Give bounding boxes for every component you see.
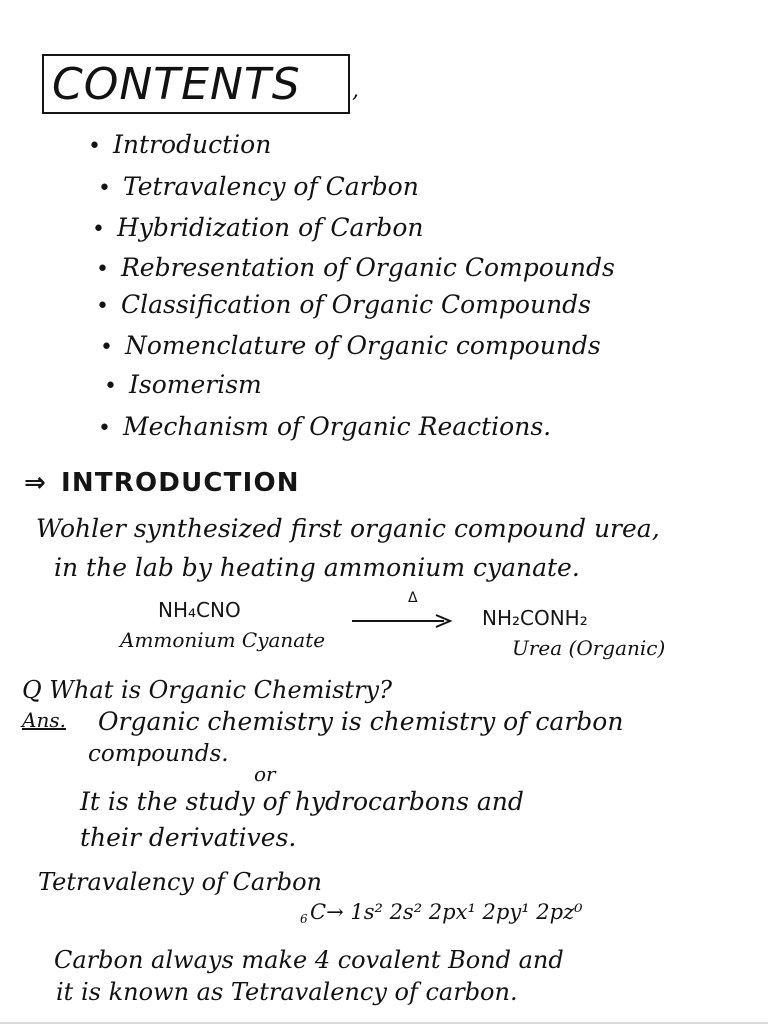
answer-line-1: Organic chemistry is chemistry of carbon: [98, 707, 624, 736]
bullet-icon: •: [98, 176, 111, 201]
title-mark: ,: [352, 78, 359, 103]
answer-line-3: It is the study of hydrocarbons and: [80, 787, 524, 816]
bullet-icon: •: [96, 257, 109, 282]
toc-item-representation: • Rebresentation of Organic Compounds: [96, 253, 615, 285]
arrow-icon: ⇒: [24, 468, 47, 498]
toc-item-mechanism: • Mechanism of Organic Reactions.: [98, 412, 551, 444]
electronic-configuration: C→ 1s² 2s² 2px¹ 2py¹ 2pz⁰: [310, 900, 583, 924]
section-heading-tetravalency: Tetravalency of Carbon: [38, 868, 322, 896]
reactant-formula: NH₄CNO: [158, 598, 241, 622]
toc-item-tetravalency: • Tetravalency of Carbon: [98, 172, 419, 204]
toc-item-isomerism: • Isomerism: [104, 370, 262, 402]
intro-line-2: in the lab by heating ammonium cyanate.: [54, 553, 580, 582]
product-name: Urea (Organic): [512, 636, 666, 660]
bullet-icon: •: [88, 134, 101, 159]
bullet-icon: •: [100, 335, 113, 360]
bullet-icon: •: [92, 217, 105, 242]
product-formula: NH₂CONH₂: [482, 606, 588, 630]
toc-item-hybridization: • Hybridization of Carbon: [92, 213, 423, 245]
section-heading-introduction: ⇒ INTRODUCTION: [24, 468, 300, 498]
tetravalency-line-2: it is known as Tetravalency of carbon.: [56, 978, 518, 1006]
bullet-icon: •: [104, 374, 117, 399]
reactant-name: Ammonium Cyanate: [120, 628, 326, 652]
tetravalency-line-1: Carbon always make 4 covalent Bond and: [54, 946, 564, 974]
bullet-icon: •: [96, 294, 109, 319]
question: Q What is Organic Chemistry?: [22, 676, 392, 704]
toc-item-introduction: • Introduction: [88, 130, 271, 162]
page-title: CONTENTS: [52, 59, 301, 110]
intro-line-1: Wohler synthesized first organic compound urea,: [36, 514, 660, 543]
answer-line-4: their derivatives.: [80, 823, 297, 852]
atomic-number: 6: [300, 912, 308, 926]
or-connector: or: [254, 762, 276, 786]
answer-label: Ans.: [22, 708, 66, 732]
bullet-icon: •: [98, 416, 111, 441]
toc-item-classification: • Classification of Organic Compounds: [96, 290, 591, 322]
toc-item-nomenclature: • Nomenclature of Organic compounds: [100, 331, 601, 363]
reaction-arrow-icon: [352, 614, 452, 628]
heat-symbol: Δ: [408, 590, 418, 606]
answer-line-2: compounds.: [88, 741, 229, 767]
